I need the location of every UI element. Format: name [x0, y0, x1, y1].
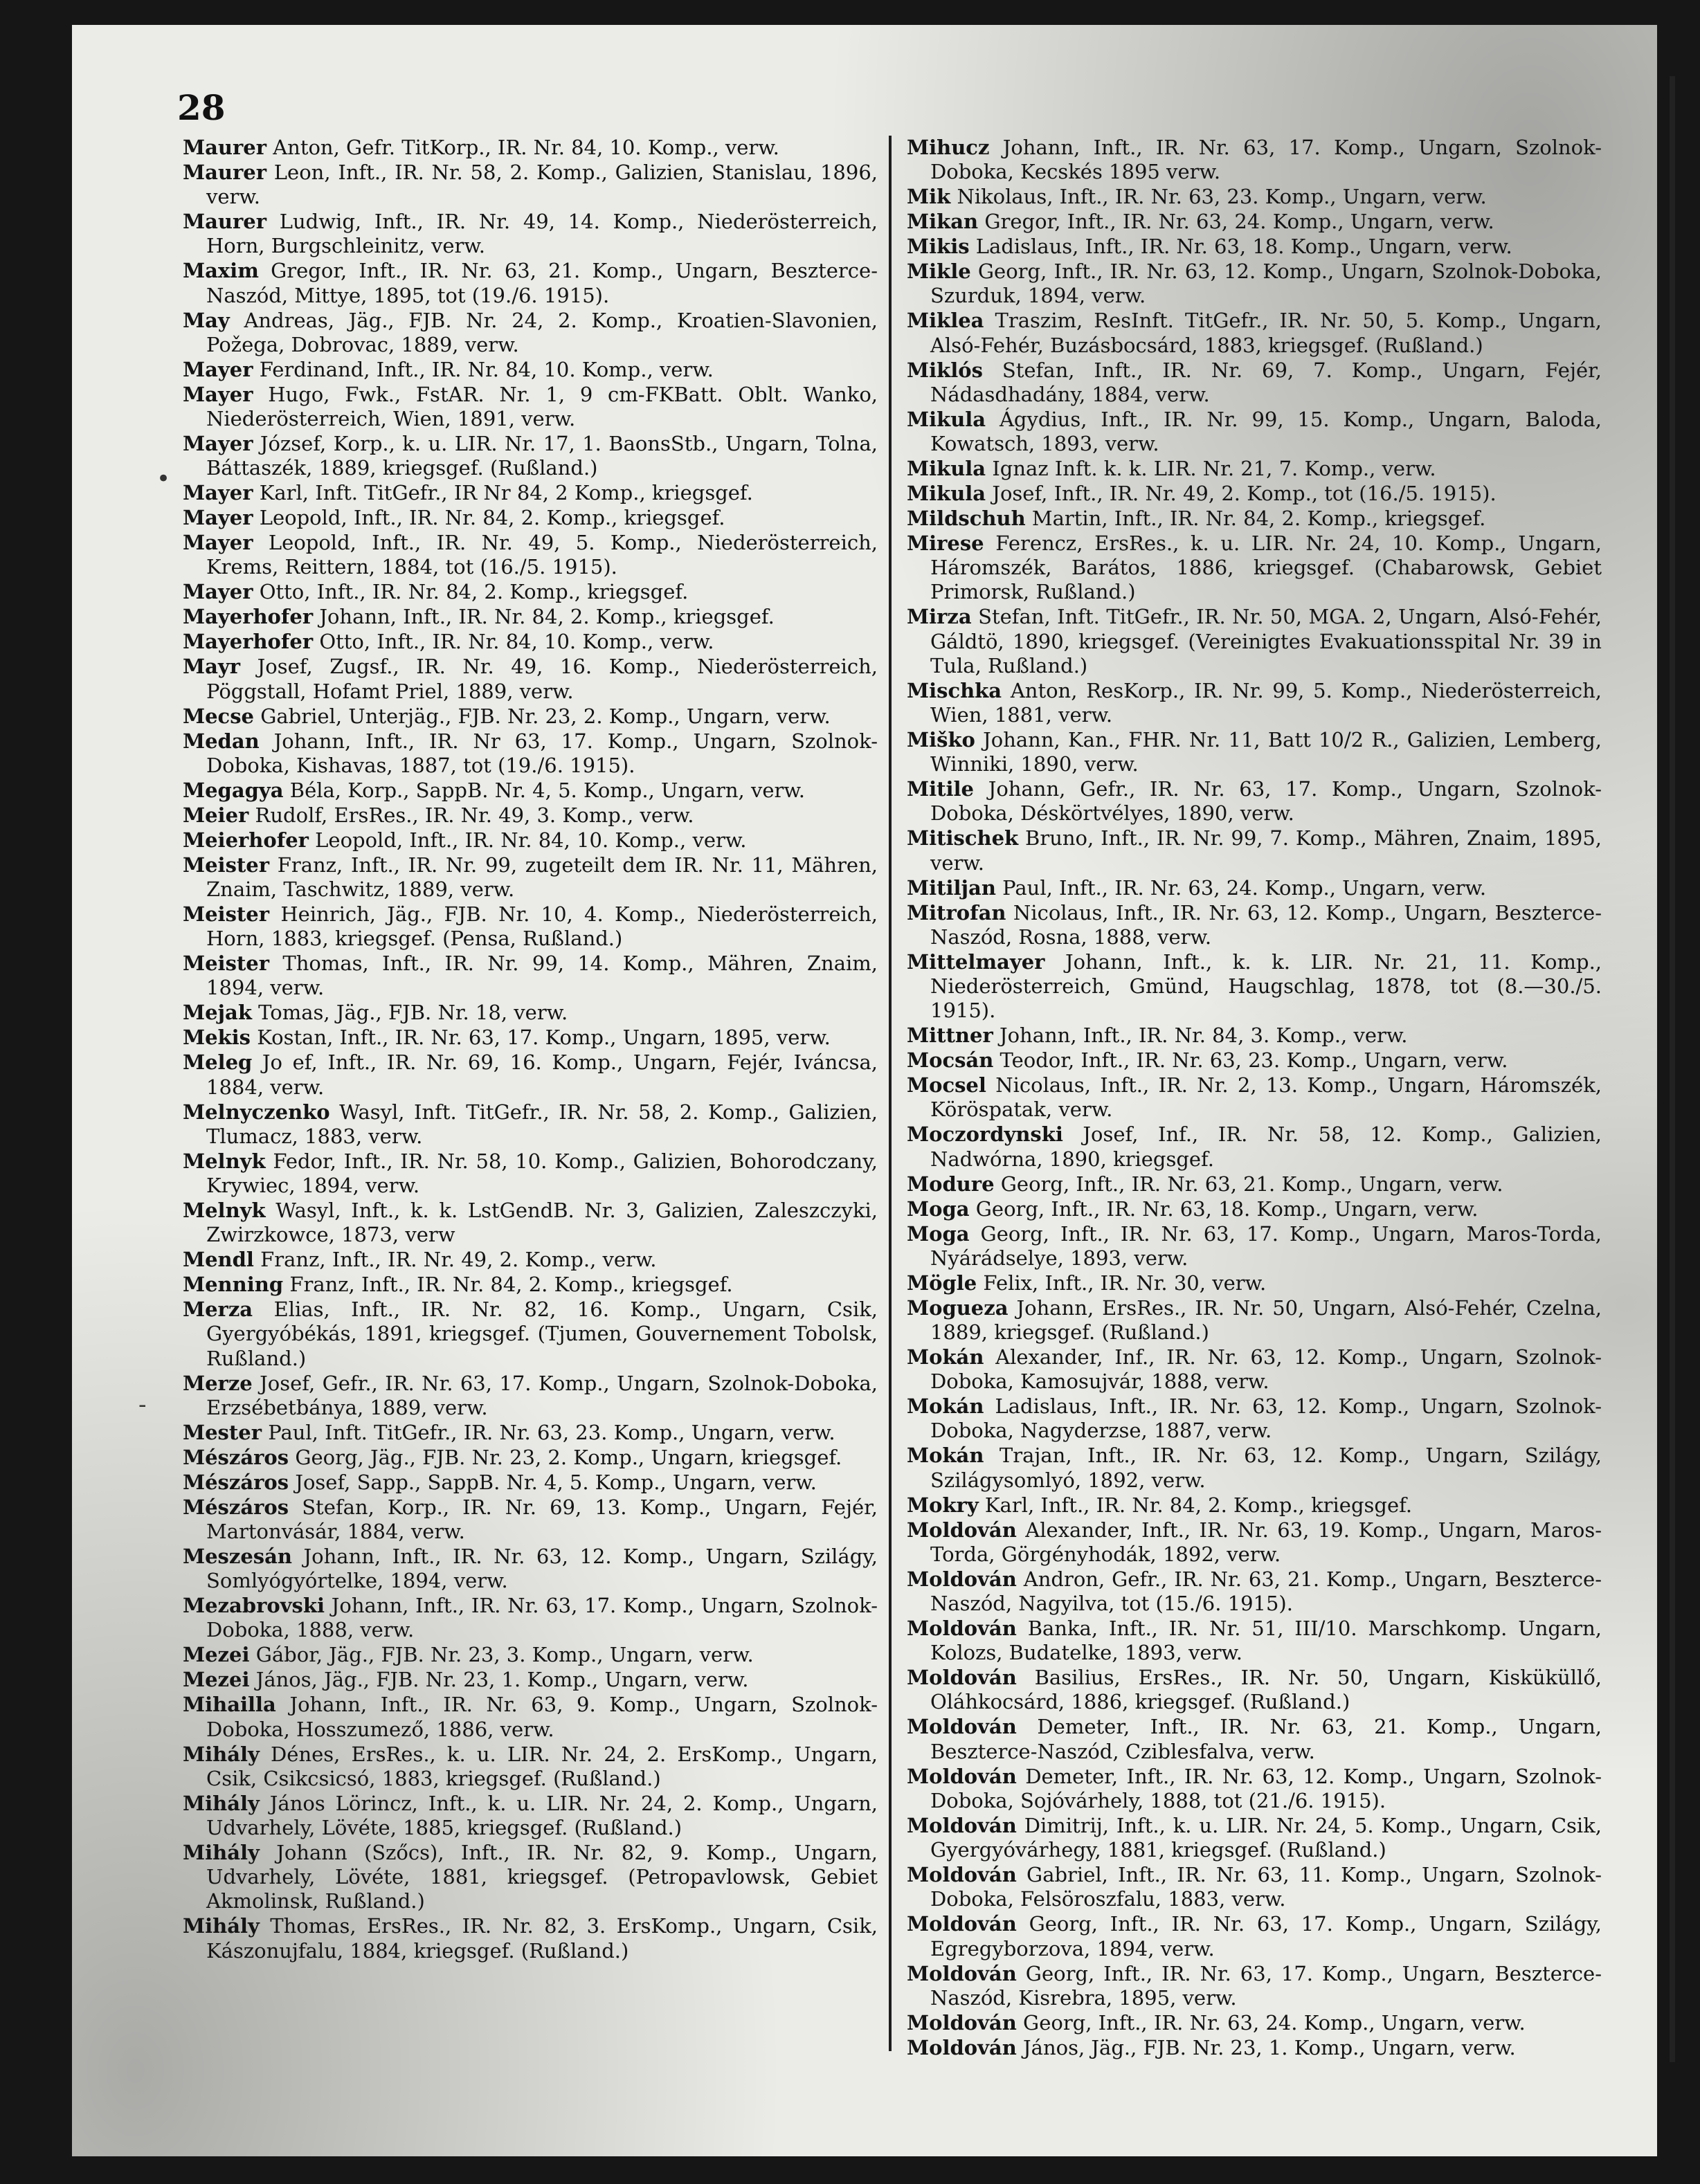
- list-item: [907, 1765, 1602, 1813]
- entry-details: Hugo, Fwk., FstAR. Nr. 1, 9 cm-FKBatt. Oblt. Wanko, Niederösterreich, Wien, 1891, verw.: [206, 382, 878, 431]
- list-item: [907, 1271, 1602, 1295]
- entry-surname: Moldován: [907, 1666, 1017, 1690]
- list-item: [907, 826, 1602, 875]
- list-item: [183, 1199, 878, 1247]
- entry-surname: Maurer: [183, 136, 266, 159]
- list-item: [183, 481, 878, 505]
- entry-surname: Mokry: [907, 1493, 979, 1517]
- entry-details: Gabriel, Inft., IR. Nr. 63, 11. Komp., Ungarn, Szolnok-Doboka, Felsöroszfalu, 1883, verw.: [930, 1863, 1602, 1911]
- entry-surname: Moldován: [907, 1961, 1017, 1985]
- list-item: [907, 1296, 1602, 1345]
- entry-surname: Moldován: [907, 1567, 1017, 1591]
- list-item: [183, 1545, 878, 1593]
- entry-details: Béla, Korp., SappB. Nr. 4, 5. Komp., Ungarn, verw.: [289, 778, 805, 802]
- entry-details: Franz, Inft., IR. Nr. 99, zugeteilt dem IR. Nr. 11, Mähren, Znaim, Taschwitz, 1889, verw.: [206, 853, 878, 902]
- list-item: [183, 655, 878, 703]
- entry-details: Tomas, Jäg., FJB. Nr. 18, verw.: [258, 1001, 568, 1025]
- list-item: [907, 1023, 1602, 1048]
- list-item: [907, 309, 1602, 357]
- entry-details: Ladislaus, Inft., IR. Nr. 63, 18. Komp., Ungarn, verw.: [975, 235, 1512, 259]
- entry-surname: Mészáros: [183, 1470, 289, 1494]
- entry-surname: Miklós: [907, 358, 983, 382]
- entry-surname: Mihucz: [907, 136, 990, 159]
- entry-surname: Mecse: [183, 704, 254, 728]
- list-item: [183, 630, 878, 654]
- entry-details: Gregor, Inft., IR. Nr. 63, 24. Komp., Ungarn, verw.: [984, 210, 1494, 234]
- entry-details: Gregor, Inft., IR. Nr. 63, 21. Komp., Ungarn, Beszterce-Naszód, Mittye, 1895, tot (19./6. 1915).: [206, 259, 878, 307]
- entry-details: Leopold, Inft., IR. Nr. 84, 10. Komp., verw.: [315, 828, 747, 852]
- entry-surname: Mokán: [907, 1345, 984, 1369]
- entry-surname: Melnyczenko: [183, 1100, 330, 1124]
- page-edge-rule: [1670, 76, 1675, 2062]
- entry-surname: Mezei: [183, 1643, 250, 1667]
- entry-surname: Maurer: [183, 161, 266, 184]
- entry-details: Josef, Sapp., SappB. Nr. 4, 5. Komp., Ungarn, verw.: [295, 1470, 817, 1494]
- left-column: [183, 136, 878, 2004]
- entry-surname: Mirese: [907, 531, 984, 556]
- entry-surname: Mayerhofer: [183, 630, 314, 654]
- entry-surname: Moldován: [907, 1764, 1017, 1788]
- entry-details: Johann, Inft., IR. Nr. 63, 17. Komp., Ungarn, Szolnok-Doboka, Kecskés 1895 verw.: [930, 136, 1602, 184]
- list-item: [183, 1668, 878, 1692]
- list-item: [907, 2011, 1602, 2035]
- list-item: [907, 1345, 1602, 1394]
- entry-surname: Mihály: [183, 1742, 260, 1766]
- entry-surname: Mayer: [183, 432, 253, 456]
- entry-surname: Mayer: [183, 382, 253, 406]
- entry-details: Fedor, Inft., IR. Nr. 58, 10. Komp., Galizien, Bohorodczany, Krywiec, 1894, verw.: [206, 1149, 878, 1198]
- entry-details: Johann (Szőcs), Inft., IR. Nr. 82, 9. Komp., Ungarn, Udvarhely, Lövéte, 1881, kriegsgef. (Petropavlowsk, Gebiet Akmolinsk, Rußland.): [206, 1841, 878, 1913]
- entry-details: Ludwig, Inft., IR. Nr. 49, 14. Komp., Niederösterreich, Horn, Burgschleinitz, verw.: [206, 210, 878, 258]
- entry-details: Heinrich, Jäg., FJB. Nr. 10, 4. Komp., Niederösterreich, Horn, 1883, kriegsgef. (Pensa, Rußland.): [206, 902, 878, 951]
- entry-details: Andron, Gefr., IR. Nr. 63, 21. Komp., Ungarn, Beszterce-Naszód, Nagyilva, tot (15./6. 1915).: [930, 1567, 1602, 1616]
- entry-surname: Mejak: [183, 1001, 252, 1025]
- entry-details: Georg, Inft., IR. Nr. 63, 12. Komp., Ungarn, Szolnok-Doboka, Szurduk, 1894, verw.: [930, 260, 1602, 308]
- entry-details: József, Korp., k. u. LIR. Nr. 17, 1. BaonsStb., Ungarn, Tolna, Báttaszék, 1889, kriegsgef. (Rußland.): [206, 432, 878, 480]
- entry-surname: Melnyk: [183, 1199, 266, 1223]
- list-item: [907, 457, 1602, 481]
- list-item: [183, 210, 878, 258]
- entry-details: Georg, Inft., IR. Nr. 63, 21. Komp., Ungarn, verw.: [1000, 1172, 1503, 1196]
- entry-details: Johann, Inft., IR. Nr 63, 17. Komp., Ungarn, Szolnok-Doboka, Kishavas, 1887, tot (19./6. 1915).: [206, 729, 878, 777]
- entry-details: Traszim, ResInft. TitGefr., IR. Nr. 50, 5. Komp., Ungarn, Alsó-Fehér, Buzásbocsárd, 1883, kriegsgef. (Rußland.): [930, 309, 1602, 357]
- entry-details: Johann, ErsRes., IR. Nr. 50, Ungarn, Alsó-Fehér, Czelna, 1889, kriegsgef. (Rußland.): [930, 1295, 1602, 1345]
- list-item: [183, 161, 878, 209]
- entry-surname: Mayr: [183, 655, 241, 679]
- list-item: [183, 952, 878, 1000]
- entry-details: Anton, Gefr. TitKorp., IR. Nr. 84, 10. Komp., verw.: [273, 136, 779, 159]
- list-item: [183, 358, 878, 382]
- entry-details: Kostan, Inft., IR. Nr. 63, 17. Komp., Ungarn, 1895, verw.: [257, 1026, 831, 1050]
- list-item: [183, 1248, 878, 1272]
- entry-details: Gábor, Jäg., FJB. Nr. 23, 3. Komp., Ungarn, verw.: [255, 1643, 754, 1667]
- entry-details: Gabriel, Unterjäg., FJB. Nr. 23, 2. Komp., Ungarn, verw.: [260, 704, 831, 728]
- entry-surname: Medan: [183, 729, 260, 753]
- entry-details: Nicolaus, Inft., IR. Nr. 63, 12. Komp., Ungarn, Beszterce-Naszód, Rosna, 1888, verw.: [930, 900, 1602, 949]
- entry-surname: Mittner: [907, 1023, 993, 1048]
- entry-surname: Mitischek: [907, 826, 1019, 850]
- entry-surname: Mayer: [183, 357, 253, 381]
- entry-details: Johann, Gefr., IR. Nr. 63, 17. Komp., Ungarn, Szolnok-Doboka, Déskörtvélyes, 1890, verw.: [930, 777, 1602, 826]
- list-item: [907, 1962, 1602, 2010]
- entry-surname: Mocsel: [907, 1073, 986, 1098]
- list-item: [183, 383, 878, 431]
- list-item: [183, 853, 878, 902]
- entry-surname: Maurer: [183, 210, 266, 234]
- entry-surname: Mikan: [907, 210, 979, 234]
- entry-surname: Mikula: [907, 407, 986, 431]
- entry-surname: Miklea: [907, 309, 984, 333]
- entry-details: Martin, Inft., IR. Nr. 84, 2. Komp., kriegsgef.: [1031, 507, 1486, 531]
- entry-surname: Modure: [907, 1172, 995, 1196]
- entry-details: Georg, Inft., IR. Nr. 63, 17. Komp., Ungarn, Szilágy, Egregyborzova, 1894, verw.: [930, 1912, 1602, 1960]
- entry-surname: Mezabrovski: [183, 1594, 325, 1618]
- entry-details: Stefan, Inft. TitGefr., IR. Nr. 50, MGA. 2, Ungarn, Alsó-Fehér, Gáldtö, 1890, kriegsgef. (Vereinigtes Evakuationsspital Nr. 39 in Tula, Rußland.): [930, 605, 1602, 677]
- entry-surname: Meszesán: [183, 1545, 292, 1569]
- entry-details: Georg, Inft., IR. Nr. 63, 17. Komp., Ungarn, Maros-Torda, Nyárádselye, 1893, verw.: [930, 1221, 1602, 1270]
- entry-details: Franz, Inft., IR. Nr. 49, 2. Komp., verw.: [260, 1248, 657, 1272]
- list-item: [907, 210, 1602, 234]
- entry-details: Karl, Inft., IR. Nr. 84, 2. Komp., kriegsgef.: [984, 1493, 1413, 1517]
- list-item: [907, 185, 1602, 209]
- list-item: [183, 506, 878, 530]
- list-item: [907, 260, 1602, 308]
- entry-surname: Mester: [183, 1420, 262, 1444]
- list-item: [183, 1421, 878, 1445]
- entry-surname: Mayer: [183, 506, 253, 530]
- list-item: [183, 1446, 878, 1470]
- list-item: [907, 531, 1602, 605]
- entry-surname: Mokán: [907, 1394, 984, 1419]
- entry-details: János, Jäg., FJB. Nr. 23, 1. Komp., Ungarn, verw.: [255, 1668, 749, 1692]
- list-item: [907, 1518, 1602, 1567]
- list-item: [907, 1073, 1602, 1122]
- entry-surname: Merza: [183, 1298, 253, 1322]
- entry-details: Stefan, Korp., IR. Nr. 69, 13. Komp., Ungarn, Fejér, Martonvásár, 1884, verw.: [206, 1495, 878, 1544]
- entry-surname: Meister: [183, 902, 270, 927]
- entry-details: Johann, Inft., IR. Nr. 84, 3. Komp., verw.: [999, 1023, 1408, 1048]
- list-item: [183, 309, 878, 357]
- entry-details: Leon, Inft., IR. Nr. 58, 2. Komp., Galizien, Stanislau, 1896, verw.: [206, 161, 878, 209]
- entry-surname: May: [183, 308, 230, 332]
- entry-surname: Meierhofer: [183, 828, 309, 852]
- entry-details: Josef, Inf., IR. Nr. 58, 12. Komp., Galizien, Nadwórna, 1890, kriegsgef.: [930, 1122, 1602, 1171]
- list-item: [183, 1495, 878, 1544]
- entry-details: Georg, Inft., IR. Nr. 63, 17. Komp., Ungarn, Beszterce-Naszód, Kisrebra, 1895, verw.: [930, 1961, 1602, 2010]
- entry-surname: Mitile: [907, 777, 974, 801]
- entry-surname: Mihailla: [183, 1693, 276, 1717]
- list-item: [907, 235, 1602, 259]
- list-item: [907, 1048, 1602, 1073]
- list-item: [907, 136, 1602, 184]
- entry-surname: Mirza: [907, 605, 972, 629]
- entry-details: Johann, Kan., FHR. Nr. 11, Batt 10/2 R., Galizien, Lemberg, Winniki, 1890, verw.: [930, 728, 1602, 776]
- entry-surname: Mendl: [183, 1248, 254, 1272]
- entry-details: János Lörincz, Inft., k. u. LIR. Nr. 24, 2. Komp., Ungarn, Udvarhely, Lövéte, 1885, kriegsgef. (Rußland.): [206, 1791, 878, 1840]
- list-item: [907, 358, 1602, 407]
- list-item: [183, 1026, 878, 1050]
- list-item: [907, 1197, 1602, 1221]
- list-item: [907, 1666, 1602, 1714]
- entry-surname: Mitiljan: [907, 875, 996, 900]
- list-item: [183, 1001, 878, 1025]
- page-number: 28: [177, 87, 226, 128]
- list-item: [183, 803, 878, 828]
- entry-details: Felix, Inft., IR. Nr. 30, verw.: [983, 1271, 1267, 1295]
- entry-details: Ágydius, Inft., IR. Nr. 99, 15. Komp., Ungarn, Baloda, Kowatsch, 1893, verw.: [930, 407, 1602, 456]
- entry-details: Elias, Inft., IR. Nr. 82, 16. Komp., Ungarn, Csik, Gyergyóbékás, 1891, kriegsgef. (Tjumen, Gouvernement Tobolsk, Rußland.): [206, 1298, 878, 1370]
- list-item: [907, 679, 1602, 727]
- entry-surname: Mezei: [183, 1668, 250, 1692]
- entry-surname: Maxim: [183, 259, 259, 283]
- entry-details: Paul, Inft. TitGefr., IR. Nr. 63, 23. Komp., Ungarn, verw.: [268, 1420, 835, 1444]
- entry-surname: Moldován: [907, 2010, 1017, 2035]
- list-item: [183, 1594, 878, 1642]
- entry-surname: Mayer: [183, 481, 253, 505]
- entry-surname: Mittelmayer: [907, 949, 1045, 974]
- entry-details: Banka, Inft., IR. Nr. 51, III/10. Marschkomp. Ungarn, Kolozs, Budatelke, 1893, verw.: [930, 1617, 1602, 1665]
- list-item: [907, 1122, 1602, 1171]
- entry-surname: Moldován: [907, 1715, 1017, 1739]
- entry-details: Georg, Inft., IR. Nr. 63, 18. Komp., Ungarn, verw.: [975, 1196, 1479, 1221]
- list-item: [183, 828, 878, 853]
- entry-surname: Moga: [907, 1221, 970, 1246]
- entry-surname: Mekis: [183, 1026, 251, 1050]
- list-item: [907, 1567, 1602, 1616]
- entry-details: Jo ef, Inft., IR. Nr. 69, 16. Komp., Ungarn, Fejér, Iváncsa, 1884, verw.: [206, 1050, 878, 1099]
- entry-details: Alexander, Inf., IR. Nr. 63, 12. Komp., Ungarn, Szolnok-Doboka, Kamosujvár, 1888, verw.: [930, 1345, 1602, 1394]
- entry-surname: Mokán: [907, 1444, 984, 1468]
- list-item: [183, 902, 878, 951]
- column-divider: [889, 136, 892, 2051]
- margin-mark: •: [156, 465, 171, 493]
- entry-surname: Moldován: [907, 1813, 1017, 1837]
- entry-surname: Mikula: [907, 457, 986, 481]
- entry-surname: Mischka: [907, 678, 1002, 702]
- entry-details: Demeter, Inft., IR. Nr. 63, 12. Komp., Ungarn, Szolnok-Doboka, Sojóvárhely, 1888, tot (21./6. 1915).: [930, 1764, 1602, 1812]
- entry-details: Josef, Gefr., IR. Nr. 63, 17. Komp., Ungarn, Szolnok-Doboka, Erzsébetbánya, 1889, verw.: [206, 1371, 878, 1419]
- entry-surname: Mitrofan: [907, 900, 1006, 925]
- list-item: [907, 777, 1602, 826]
- entry-surname: Moldován: [907, 1518, 1017, 1542]
- entry-surname: Mészáros: [183, 1445, 289, 1469]
- entry-surname: Meier: [183, 803, 249, 827]
- entry-details: Johann, Inft., k. k. LIR. Nr. 21, 11. Komp., Niederösterreich, Gmünd, Haugschlag, 1878, tot (8.—30./5. 1915).: [930, 949, 1602, 1023]
- entry-details: János, Jäg., FJB. Nr. 23, 1. Komp., Ungarn, verw.: [1023, 2035, 1516, 2059]
- list-item: [907, 507, 1602, 531]
- entry-surname: Moldován: [907, 1912, 1017, 1936]
- entry-surname: Meister: [183, 853, 270, 877]
- entry-details: Otto, Inft., IR. Nr. 84, 10. Komp., verw.: [319, 630, 714, 654]
- list-item: [907, 1493, 1602, 1518]
- entry-details: Thomas, ErsRes., IR. Nr. 82, 3. ErsKomp., Ungarn, Csik, Kászonujfalu, 1884, kriegsgef. (Rußland.): [206, 1914, 878, 1963]
- list-item: [183, 136, 878, 160]
- entry-surname: Moczordynski: [907, 1122, 1063, 1147]
- list-item: [183, 1471, 878, 1495]
- list-item: [183, 1100, 878, 1149]
- list-item: [907, 1863, 1602, 1911]
- list-item: [183, 729, 878, 778]
- entry-surname: Meleg: [183, 1050, 253, 1075]
- list-item: [183, 1372, 878, 1420]
- list-item: [183, 1643, 878, 1667]
- entry-details: Dénes, ErsRes., k. u. LIR. Nr. 24, 2. ErsKomp., Ungarn, Csik, Csikcsicsó, 1883, kriegsgef. (Rußland.): [206, 1742, 878, 1790]
- entry-surname: Mildschuh: [907, 507, 1026, 531]
- list-item: [183, 580, 878, 604]
- list-item: [907, 408, 1602, 456]
- entry-details: Basilius, ErsRes., IR. Nr. 50, Ungarn, Kisküküllő, Oláhkocsárd, 1886, kriegsgef. (Rußland.): [930, 1666, 1602, 1714]
- list-item: [907, 1912, 1602, 1960]
- list-item: [907, 1172, 1602, 1196]
- list-item: [907, 605, 1602, 678]
- margin-mark: ‑: [138, 1391, 147, 1419]
- entry-details: Paul, Inft., IR. Nr. 63, 24. Komp., Ungarn, verw.: [1002, 875, 1487, 900]
- entry-surname: Mocsán: [907, 1048, 994, 1073]
- entry-surname: Mayerhofer: [183, 605, 314, 629]
- entry-surname: Meister: [183, 952, 270, 976]
- entry-surname: Mikle: [907, 260, 971, 284]
- list-item: [907, 482, 1602, 506]
- entry-details: Johann, Inft., IR. Nr. 63, 17. Komp., Ungarn, Szolnok-Doboka, 1888, verw.: [206, 1594, 878, 1642]
- entry-details: Leopold, Inft., IR. Nr. 84, 2. Komp., kriegsgef.: [259, 506, 725, 530]
- entry-details: Trajan, Inft., IR. Nr. 63, 12. Komp., Ungarn, Szilágy, Szilágysomlyó, 1892, verw.: [930, 1444, 1602, 1492]
- list-item: [183, 259, 878, 307]
- entry-surname: Mögle: [907, 1271, 977, 1295]
- entry-details: Ferencz, ErsRes., k. u. LIR. Nr. 24, 10. Komp., Ungarn, Háromszék, Barátos, 1886, kriegsgef. (Chabarowsk, Gebiet Primorsk, Rußland.): [930, 531, 1602, 604]
- entry-surname: Mihály: [183, 1914, 260, 1938]
- entry-details: Josef, Zugsf., IR. Nr. 49, 16. Komp., Niederösterreich, Pöggstall, Hofamt Priel, 1889, verw.: [206, 655, 878, 703]
- list-item: [183, 605, 878, 629]
- entry-surname: Moldován: [907, 2035, 1017, 2059]
- entry-surname: Mayer: [183, 580, 253, 604]
- entry-details: Alexander, Inft., IR. Nr. 63, 19. Komp., Ungarn, Maros-Torda, Görgényhodák, 1892, verw.: [930, 1518, 1602, 1566]
- list-item: [907, 876, 1602, 900]
- entry-details: Demeter, Inft., IR. Nr. 63, 21. Komp., Ungarn, Beszterce-Naszód, Cziblesfalva, verw.: [930, 1715, 1602, 1763]
- entry-details: Johann, Inft., IR. Nr. 84, 2. Komp., kriegsgef.: [319, 605, 775, 629]
- list-item: [907, 950, 1602, 1023]
- entry-surname: Mikula: [907, 482, 986, 506]
- entry-surname: Mikis: [907, 235, 970, 259]
- entry-details: Josef, Inft., IR. Nr. 49, 2. Komp., tot (16./5. 1915).: [992, 482, 1496, 506]
- list-item: [907, 1814, 1602, 1862]
- entry-details: Ladislaus, Inft., IR. Nr. 63, 12. Komp., Ungarn, Szolnok-Doboka, Nagyderzse, 1887, verw.: [930, 1394, 1602, 1443]
- entry-details: Thomas, Inft., IR. Nr. 99, 14. Komp., Mähren, Znaim, 1894, verw.: [206, 952, 878, 1000]
- entry-details: Otto, Inft., IR. Nr. 84, 2. Komp., kriegsgef.: [259, 580, 689, 604]
- entry-details: Ferdinand, Inft., IR. Nr. 84, 10. Komp., verw.: [259, 357, 714, 381]
- entry-surname: Megagya: [183, 778, 284, 802]
- entry-details: Andreas, Jäg., FJB. Nr. 24, 2. Komp., Kroatien-Slavonien, Požega, Dobrovac, 1889, verw.: [206, 308, 878, 356]
- entry-details: Teodor, Inft., IR. Nr. 63, 23. Komp., Ungarn, verw.: [1000, 1048, 1508, 1073]
- entry-details: Bruno, Inft., IR. Nr. 99, 7. Komp., Mähren, Znaim, 1895, verw.: [930, 826, 1602, 875]
- entry-details: Franz, Inft., IR. Nr. 84, 2. Komp., kriegsgef.: [289, 1273, 733, 1297]
- list-item: [183, 531, 878, 579]
- entry-details: Dimitrij, Inft., k. u. LIR. Nr. 24, 5. Komp., Ungarn, Csik, Gyergyóvárhegy, 1881, kriegsgef. (Rußland.): [930, 1813, 1602, 1862]
- list-item: [907, 1715, 1602, 1763]
- entry-details: Wasyl, Inft., k. k. LstGendB. Nr. 3, Galizien, Zaleszczyki, Zwirzkowce, 1873, verw: [206, 1199, 878, 1247]
- entry-details: Anton, ResKorp., IR. Nr. 99, 5. Komp., Niederösterreich, Wien, 1881, verw.: [930, 678, 1602, 727]
- list-item: [183, 704, 878, 729]
- list-item: [907, 901, 1602, 949]
- entry-details: Johann, Inft., IR. Nr. 63, 12. Komp., Ungarn, Szilágy, Somlyógyórtelke, 1894, verw.: [206, 1545, 878, 1593]
- entry-surname: Mogueza: [907, 1295, 1009, 1320]
- entry-details: Rudolf, ErsRes., IR. Nr. 49, 3. Komp., verw.: [255, 803, 694, 827]
- list-item: [907, 1617, 1602, 1665]
- list-item: [183, 1273, 878, 1297]
- entry-surname: Moga: [907, 1196, 970, 1221]
- entry-details: Ignaz Inft. k. k. LIR. Nr. 21, 7. Komp., verw.: [992, 457, 1436, 481]
- entry-surname: Mayer: [183, 531, 253, 555]
- list-item: [183, 432, 878, 480]
- entry-details: Johann, Inft., IR. Nr. 63, 9. Komp., Ungarn, Szolnok-Doboka, Hosszumező, 1886, verw.: [206, 1693, 878, 1741]
- list-item: [183, 1792, 878, 1840]
- list-item: [183, 1914, 878, 1963]
- list-item: [907, 1222, 1602, 1271]
- entry-details: Karl, Inft. TitGefr., IR Nr 84, 2 Komp., kriegsgef.: [259, 481, 753, 505]
- entry-surname: Mészáros: [183, 1495, 289, 1519]
- entry-surname: Moldován: [907, 1617, 1017, 1641]
- entry-surname: Miško: [907, 728, 975, 752]
- list-item: [183, 1149, 878, 1198]
- list-item: [183, 1298, 878, 1371]
- entry-surname: Merze: [183, 1371, 253, 1395]
- list-item: [183, 1050, 878, 1099]
- list-item: [183, 1742, 878, 1791]
- right-column: [907, 136, 1602, 2059]
- list-item: [907, 1394, 1602, 1443]
- entry-surname: Mik: [907, 185, 951, 209]
- entry-details: Stefan, Inft., IR. Nr. 69, 7. Komp., Ungarn, Fejér, Nádasdhadány, 1884, verw.: [930, 358, 1602, 406]
- entry-surname: Moldován: [907, 1863, 1017, 1887]
- entry-details: Wasyl, Inft. TitGefr., IR. Nr. 58, 2. Komp., Galizien, Tlumacz, 1883, verw.: [206, 1100, 878, 1148]
- entry-details: Georg, Jäg., FJB. Nr. 23, 2. Komp., Ungarn, kriegsgef.: [295, 1445, 842, 1469]
- list-item: [907, 2036, 1602, 2060]
- list-item: [183, 1841, 878, 1914]
- entry-details: Nicolaus, Inft., IR. Nr. 2, 13. Komp., Ungarn, Háromszék, Köröspatak, verw.: [930, 1073, 1602, 1122]
- entry-surname: Mihály: [183, 1791, 260, 1815]
- entry-surname: Melnyk: [183, 1149, 266, 1173]
- list-item: [183, 1693, 878, 1741]
- list-item: [907, 1444, 1602, 1492]
- entry-surname: Mihály: [183, 1841, 260, 1865]
- entry-details: Georg, Inft., IR. Nr. 63, 24. Komp., Ungarn, verw.: [1023, 2010, 1526, 2035]
- entry-details: Leopold, Inft., IR. Nr. 49, 5. Komp., Niederösterreich, Krems, Reittern, 1884, tot (16./5. 1915).: [206, 531, 878, 579]
- entry-details: Nikolaus, Inft., IR. Nr. 63, 23. Komp., Ungarn, verw.: [957, 185, 1487, 209]
- entry-surname: Menning: [183, 1273, 284, 1297]
- list-item: [183, 779, 878, 803]
- list-item: [907, 728, 1602, 776]
